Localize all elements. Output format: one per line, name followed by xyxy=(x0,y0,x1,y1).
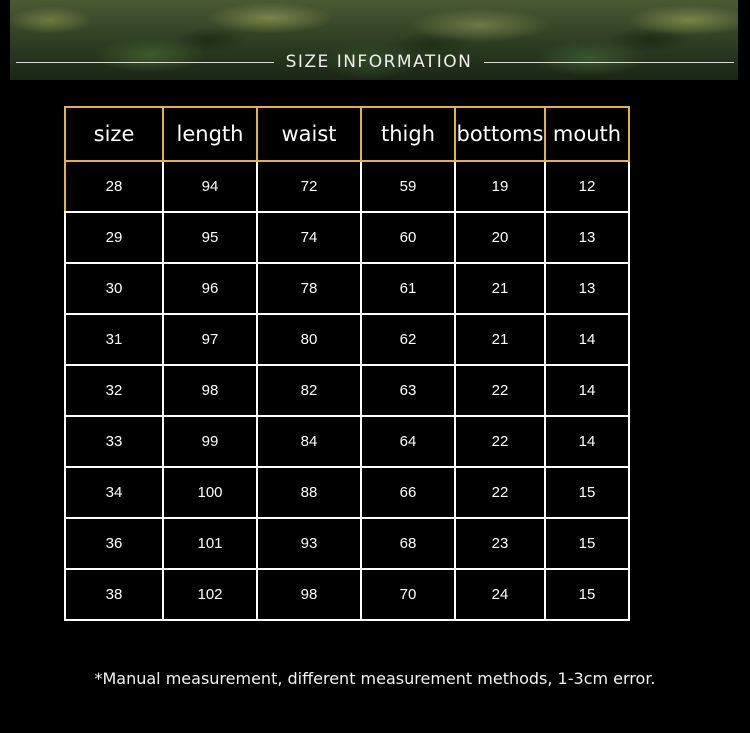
header-cell: bottoms xyxy=(455,107,545,161)
header-cell: mouth xyxy=(545,107,629,161)
table-cell: 22 xyxy=(455,467,545,518)
table-cell: 13 xyxy=(545,263,629,314)
table-cell: 98 xyxy=(257,569,361,620)
table-cell: 80 xyxy=(257,314,361,365)
table-cell: 96 xyxy=(163,263,257,314)
banner-divider-right xyxy=(484,62,734,63)
table-row xyxy=(65,161,629,212)
table-cell: 22 xyxy=(455,416,545,467)
table-cell: 72 xyxy=(257,161,361,212)
table-cell: 31 xyxy=(65,314,163,365)
table-cell: 84 xyxy=(257,416,361,467)
table-cell: 99 xyxy=(163,416,257,467)
table-cell: 88 xyxy=(257,467,361,518)
table-cell: 33 xyxy=(65,416,163,467)
table-cell: 14 xyxy=(545,365,629,416)
table-cell: 74 xyxy=(257,212,361,263)
table-cell: 29 xyxy=(65,212,163,263)
table-cell: 15 xyxy=(545,569,629,620)
table-cell: 93 xyxy=(257,518,361,569)
table-row xyxy=(65,569,629,620)
table-cell: 15 xyxy=(545,467,629,518)
measurement-note: *Manual measurement, different measurement methods, 1-3cm error. xyxy=(94,669,656,688)
table-cell: 100 xyxy=(163,467,257,518)
table-row xyxy=(65,314,629,365)
table-row xyxy=(65,365,629,416)
table-cell: 62 xyxy=(361,314,455,365)
banner-divider-left xyxy=(16,62,274,63)
table-cell: 19 xyxy=(455,161,545,212)
table-cell: 22 xyxy=(455,365,545,416)
table-cell: 21 xyxy=(455,263,545,314)
banner-title: SIZE INFORMATION xyxy=(285,52,473,72)
table-cell: 64 xyxy=(361,416,455,467)
table-cell: 63 xyxy=(361,365,455,416)
table-cell: 15 xyxy=(545,518,629,569)
table-cell: 102 xyxy=(163,569,257,620)
table-row xyxy=(65,263,629,314)
header-cell: length xyxy=(163,107,257,161)
table-cell: 23 xyxy=(455,518,545,569)
header-cell: thigh xyxy=(361,107,455,161)
table-cell: 61 xyxy=(361,263,455,314)
table-cell: 21 xyxy=(455,314,545,365)
table-cell: 20 xyxy=(455,212,545,263)
table-cell: 94 xyxy=(163,161,257,212)
table-cell: 36 xyxy=(65,518,163,569)
table-cell: 34 xyxy=(65,467,163,518)
table-cell: 12 xyxy=(545,161,629,212)
table-cell: 28 xyxy=(65,161,163,212)
size-table xyxy=(64,106,630,621)
table-row xyxy=(65,518,629,569)
table-cell: 59 xyxy=(361,161,455,212)
table-cell: 14 xyxy=(545,416,629,467)
table-cell: 101 xyxy=(163,518,257,569)
table-cell: 14 xyxy=(545,314,629,365)
camouflage-banner xyxy=(10,0,738,80)
header-row xyxy=(65,107,629,161)
table-cell: 95 xyxy=(163,212,257,263)
table-cell: 97 xyxy=(163,314,257,365)
table-row xyxy=(65,467,629,518)
table-cell: 78 xyxy=(257,263,361,314)
table-cell: 38 xyxy=(65,569,163,620)
table-cell: 24 xyxy=(455,569,545,620)
table-cell: 70 xyxy=(361,569,455,620)
table-cell: 82 xyxy=(257,365,361,416)
table-cell: 30 xyxy=(65,263,163,314)
table-cell: 66 xyxy=(361,467,455,518)
table-row xyxy=(65,212,629,263)
header-cell: waist xyxy=(257,107,361,161)
table-cell: 98 xyxy=(163,365,257,416)
table-cell: 13 xyxy=(545,212,629,263)
table-cell: 68 xyxy=(361,518,455,569)
table-cell: 32 xyxy=(65,365,163,416)
table-row xyxy=(65,416,629,467)
table-cell: 60 xyxy=(361,212,455,263)
header-cell: size xyxy=(65,107,163,161)
